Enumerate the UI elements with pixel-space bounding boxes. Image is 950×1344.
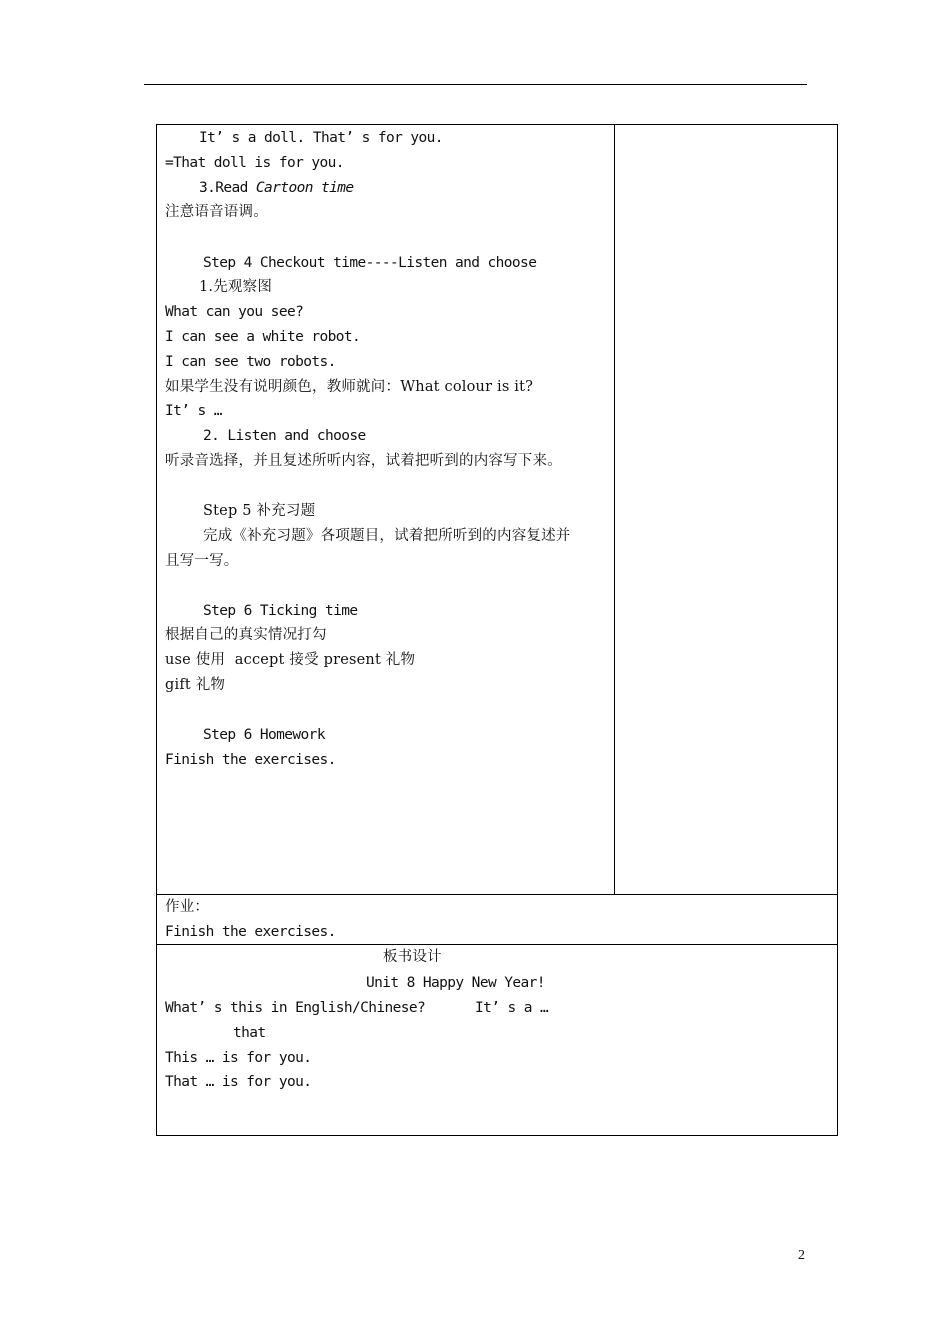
- board-heading: 板书设计: [383, 949, 442, 965]
- vocabulary-line: use 使用 accept 接受 present 礼物: [165, 652, 416, 668]
- page-number: 2: [798, 1248, 805, 1263]
- teacher-note: 如果学生没有说明颜色，教师就问：What colour is it?: [165, 379, 534, 395]
- instruction-note: 完成《补充习题》各项题目，试着把所听到的内容复述并: [203, 528, 571, 544]
- homework-label: 作业：: [165, 899, 210, 915]
- board-line: This … is for you.: [165, 1050, 312, 1066]
- instruction-note: 且写一写。: [165, 553, 239, 569]
- vocabulary-line: gift 礼物: [165, 677, 226, 693]
- board-line: That … is for you.: [165, 1074, 312, 1090]
- board-line: It’ s a …: [475, 1000, 549, 1016]
- instruction-note: 听录音选择，并且复述所听内容，试着把听到的内容写下来。: [165, 453, 562, 469]
- step-heading: Step 6 Homework: [203, 727, 325, 743]
- step-heading: Step 4 Checkout time----Listen and choose: [203, 255, 537, 271]
- question-line: What can you see?: [165, 304, 304, 320]
- header-rule: [144, 84, 807, 85]
- answer-line: I can see a white robot.: [165, 329, 361, 345]
- board-title: Unit 8 Happy New Year!: [366, 975, 545, 991]
- step-heading: Step 6 Ticking time: [203, 603, 358, 619]
- answer-line: I can see two robots.: [165, 354, 336, 370]
- homework-instruction: Finish the exercises.: [165, 752, 336, 768]
- step-heading: Step 5 补充习题: [203, 503, 316, 519]
- dialogue-line: =That doll is for you.: [165, 155, 344, 171]
- dialogue-line: It’ s a doll. That’ s for you.: [199, 130, 443, 146]
- read-cartoon-line: [199, 179, 353, 197]
- cartoon-time-title: Cartoon time: [255, 180, 354, 196]
- teacher-note: It’ s …: [165, 403, 222, 419]
- notes-cell: [614, 124, 838, 895]
- sub-step: 2. Listen and choose: [203, 428, 366, 444]
- board-line: What’ s this in English/Chinese?: [165, 1000, 426, 1016]
- homework-text: Finish the exercises.: [165, 924, 336, 940]
- board-line: that: [233, 1025, 266, 1041]
- sub-step: 1.先观察图: [199, 279, 273, 295]
- read-label: 3.Read: [199, 180, 256, 196]
- instruction-note: 根据自己的真实情况打勾: [165, 627, 327, 643]
- instruction-note: 注意语音语调。: [165, 204, 268, 220]
